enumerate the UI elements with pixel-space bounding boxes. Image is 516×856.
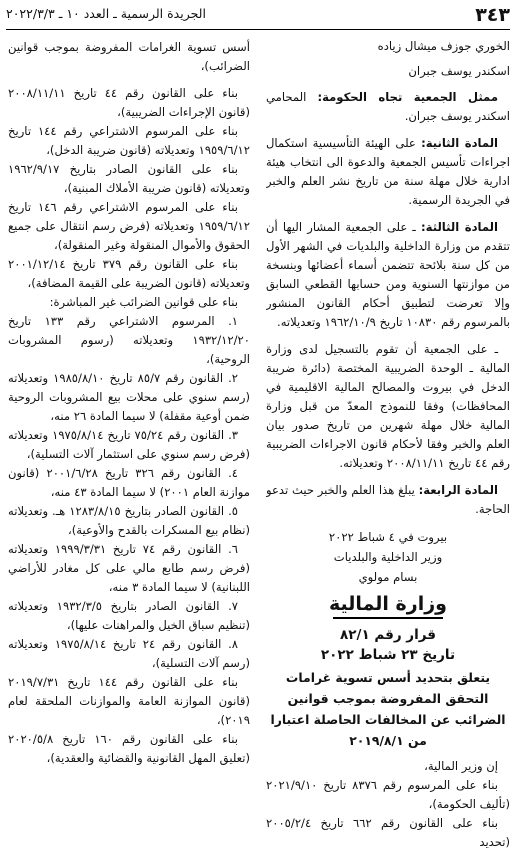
article-2-label: المادة الثانية: [421, 136, 499, 150]
indirect-tax-law: ٨. القانون رقم ٢٤ تاريخ ١٩٧٥/٨/١٤ وتعديلاته (رسم آلات التسلية)، [8, 637, 250, 670]
indirect-tax-law: ٥. القانون الصادر بتاريخ ١٢٨٣/٨/١٥ هـ. وتعديلاته (نظام بيع المسكرات بالقدح والأوعية)، [8, 504, 250, 537]
indirect-tax-law: ٢. القانون رقم ٨٥/٧ تاريخ ١٩٨٥/٨/١٠ وتعديلاته (رسم سنوي على محلات بيع المشروبات الروحية ضمن أوعية مقفلة) لا سيما المادة ٢٦ منه، [8, 371, 250, 423]
minister-intro: إن وزير المالية، [424, 759, 498, 773]
header-rule [6, 29, 510, 30]
decision-date: تاريخ ٢٣ شباط ٢٠٢٢ [320, 647, 456, 663]
founder-name: الخوري جوزف ميشال زياده [377, 39, 510, 53]
right-column [266, 38, 510, 854]
legal-basis-1: بناء على المرسوم رقم ٨٣٧٦ تاريخ ٢٠٢١/٩/١٠ (تأليف الحكومة)، [266, 778, 510, 811]
article-2-text: على الهيئة التأسيسية استكمال اجراءات تأسيس الجمعية والدعوة الى انتخاب هيئة ادارية خلال مهلة سنة من تاريخ نشر العلم والخبر في الجريدة الرسمية. [266, 136, 510, 207]
article-4-label: المادة الرابعة: [418, 483, 499, 497]
legal-basis-item: بناء على القانون الصادر بتاريخ ١٩٦٢/٩/١٧ وتعديلاته (قانون ضريبة الأملاك المبنية)، [8, 162, 250, 195]
article-4 [266, 481, 510, 519]
founder-name: اسكندر يوسف جبران [408, 64, 510, 78]
signer-title: وزير الداخلية والبلديات [333, 550, 443, 564]
indirect-tax-law: ٧. القانون الصادر بتاريخ ١٩٣٢/٣/٥ وتعديلاته (تنظيم سباق الخيل والمراهنات عليها)، [8, 599, 250, 632]
article-4-text: يبلغ هذا العلم والخبر حيث تدعو الحاجة. [266, 483, 510, 516]
ministry-underline [333, 617, 443, 619]
page-header [6, 4, 510, 26]
signer-name: بسام مولوي [358, 570, 418, 584]
left-intro: أسس تسوية الغرامات المفروضة بموجب قوانين الضرائب)، [8, 40, 250, 73]
legal-basis-item: بناء على القانون رقم ٤٤ تاريخ ٢٠٠٨/١١/١١ (قانون الإجراءات الضريبية)، [8, 86, 250, 119]
article-3-label: المادة الثالثة: [421, 220, 499, 234]
ministry-title: وزارة المالية [329, 593, 447, 615]
indirect-tax-law: ١. المرسوم الاشتراعي رقم ١٣٣ تاريخ ١٩٣٢/١٢/٢٠ وتعديلاته (رسوم المشروبات الروحية)، [8, 314, 250, 366]
article-2 [266, 134, 510, 210]
legal-basis-item: بناء على قوانين الضرائب غير المباشرة: [49, 295, 238, 309]
indirect-tax-law: ٤. القانون رقم ٣٢٦ تاريخ ٢٠٠١/٦/٢٨ (قانون موازنة العام ٢٠٠١) لا سيما المادة ٤٣ منه، [8, 466, 250, 499]
gov-rep-text: المحامي اسكندر يوسف جبران. [266, 90, 510, 123]
page-number: ٣٤٣ [475, 4, 510, 26]
article-3 [266, 218, 510, 332]
decision-number: قرار رقم ٨٢/١ [340, 627, 436, 643]
legal-basis-item: بناء على المرسوم الاشتراعي رقم ١٤٦ تاريخ ١٩٥٩/٦/١٢ وتعديلاته (فرض رسم انتقال على جميع الحقوق والأموال المنقولة وغير المنقولة)، [8, 200, 250, 252]
gazette-issue-line: الجريدة الرسمية ـ العدد ١٠ ـ ٢٠٢٢/٣/٣ [6, 6, 206, 21]
tax-registration-paragraph: ـ على الجمعية أن تقوم بالتسجيل لدى وزارة المالية ـ الوحدة الضريبية المختصة (دائرة ضريبة الدخل في بيروت والمصالح المالية الاقليمية في المحافظات) وفقا للنموذج المعدّ من قبل وزارة المالية خلال مهلة شهرين من تاريخ صدور بيان العلم والخبر وفقا لأحكام قانون الاجراءات الضريبية رقم ٤٤ تاريخ ٢٠٠٨/١١/١١ وتعديلاته. [266, 342, 510, 470]
indirect-tax-law: ٦. القانون رقم ٧٤ تاريخ ١٩٩٩/٣/٣١ وتعديلاته (فرض رسم طابع مالي على كل مغادر للأراضي اللبنانية) لا سيما المادة ٣ منه، [8, 542, 250, 594]
gov-rep-label: ممثل الجمعية تجاه الحكومة: [317, 90, 498, 104]
article-3-text: ـ على الجمعية المشار اليها أن تتقدم من وزارة الداخلية والبلديات في الشهر الأول من كل سنة بلائحة تتضمن أسماء أعضائها وبنسخة من موازنتها السنوية ومن حسابها القطعي السابق وإلا تعرضت لتطبيق أحكام القانون المنشور بالمرسوم رقم ١٠٨٣٠ تاريخ ١٩٦٢/١٠/٩ وتعديلاته. [266, 220, 510, 329]
gov-representative [266, 88, 510, 126]
legal-basis-2: بناء على القانون رقم ٦٦٢ تاريخ ٢٠٠٥/٢/٤ (تحديد [266, 816, 510, 849]
legal-basis-item: بناء على المرسوم الاشتراعي رقم ١٤٤ تاريخ ١٩٥٩/٦/١٢ وتعديلاته (قانون ضريبة الدخل)، [8, 124, 250, 157]
legal-basis-item: بناء على القانون رقم ٣٧٩ تاريخ ٢٠٠١/١٢/١٤ وتعديلاته (قانون الضريبة على القيمة المضافة)، [8, 257, 250, 290]
date-place: بيروت في ٤ شباط ٢٠٢٢ [328, 530, 448, 544]
legal-basis-item: بناء على القانون رقم ١٦٠ تاريخ ٢٠٢٠/٥/٨ (تعليق المهل القانونية والقضائية والعقدية)، [8, 732, 250, 765]
founders-list [266, 38, 510, 80]
legal-basis-item: بناء على القانون رقم ١٤٤ تاريخ ٢٠١٩/٧/٣١ (قانون الموازنة العامة والموازنات الملحقة لعام ٢٠١٩)، [8, 675, 250, 727]
decision-subject: يتعلق بتحديد أسس تسوية غرامات التحقق المفروضة بموجب قوانين الضرائب عن المخالفات الحاصلة اعتبارا من ٢٠١٩/٨/١ [270, 670, 506, 748]
left-column [8, 38, 250, 828]
indirect-tax-law: ٣. القانون رقم ٧٥/٢٤ تاريخ ١٩٧٥/٨/١٤ وتعديلاته (فرض رسم سنوي على استثمار آلات التسلية)، [8, 428, 250, 461]
